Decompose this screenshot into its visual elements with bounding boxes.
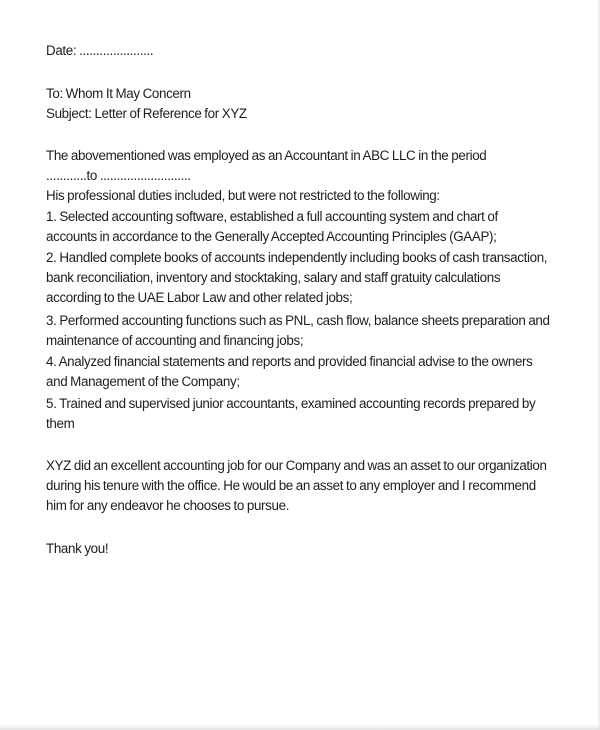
thank-you-line: Thank you!	[46, 541, 109, 556]
page-bottom-shadow	[0, 724, 600, 730]
duty-item-2-line-3: according to the UAE Labor Law and other related jobs;	[46, 290, 353, 305]
duty-item-4-line-2: and Management of the Company;	[46, 374, 240, 389]
duty-item-2-line-2: bank reconciliation, inventory and stocktaking, salary and staff gratuity calculations	[46, 270, 501, 285]
closing-line-2: during his tenure with the office. He would be an asset to any employer and I recommend	[46, 478, 536, 493]
intro-line-2: ............to ...........................	[46, 168, 191, 183]
intro-line-1: The abovementioned was employed as an Accountant in ABC LLC in the period	[46, 148, 487, 163]
duty-item-5-line-1: 5. Trained and supervised junior accountants, examined accounting records prepared by	[46, 396, 536, 411]
duty-item-3-line-2: maintenance of accounting and financing jobs;	[46, 333, 304, 348]
duty-item-5-line-2: them	[46, 416, 75, 431]
duties-intro: His professional duties included, but were not restricted to the following:	[46, 188, 440, 203]
date-line: Date: ......................	[46, 43, 154, 58]
closing-line-1: XYZ did an excellent accounting job for our Company and was an asset to our organization	[46, 458, 547, 473]
duty-item-1-line-1: 1. Selected accounting software, established a full accounting system and chart of	[46, 209, 498, 224]
duty-item-3-line-1: 3. Performed accounting functions such as PNL, cash flow, balance sheets preparation and	[46, 313, 550, 328]
duty-item-4-line-1: 4. Analyzed financial statements and reports and provided financial advise to the owners	[46, 354, 533, 369]
closing-line-3: him for any endeavor he chooses to pursue.	[46, 498, 290, 513]
duty-item-2-line-1: 2. Handled complete books of accounts independently including books of cash transaction,	[46, 250, 548, 265]
recipient-line: To: Whom It May Concern	[46, 86, 191, 101]
subject-line: Subject: Letter of Reference for XYZ	[46, 106, 247, 121]
duty-item-1-line-2: accounts in accordance to the Generally Accepted Accounting Principles (GAAP);	[46, 229, 497, 244]
